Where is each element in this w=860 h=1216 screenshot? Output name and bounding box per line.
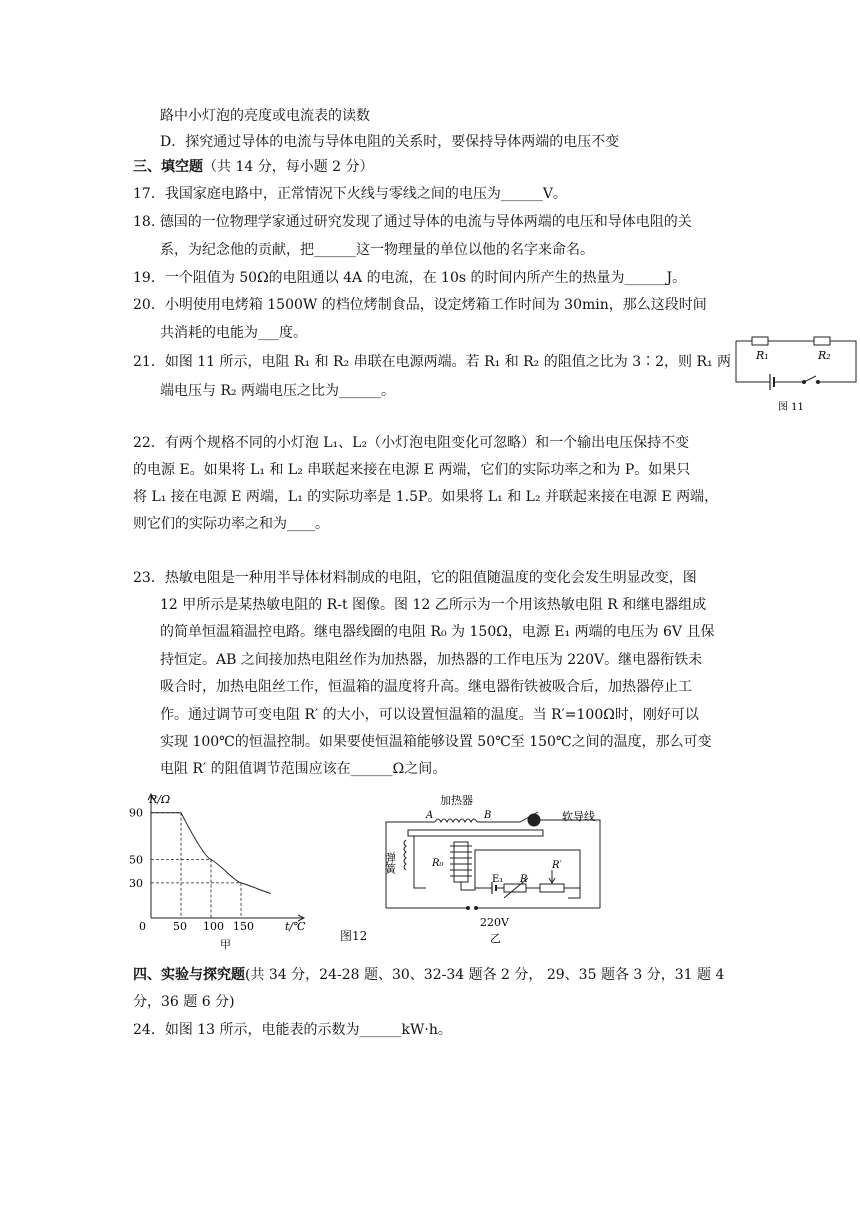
fig11-r2-label: R₂ (818, 349, 831, 362)
x-axis-label: t/℃ (285, 920, 306, 933)
question-22-line1: 22．有两个规格不同的小灯泡 L₁、L₂（小灯泡电阻变化可忽略）和一个输出电压保持不变 (133, 435, 690, 451)
question-18-line2: 系，为纪念他的贡献，把______这一物理量的单位以他的名字来命名。 (160, 242, 594, 258)
section-4-note-cont: 分，36 题 6 分) (133, 994, 235, 1010)
soft-wire-label: 软导线 (562, 810, 595, 823)
y-tick-label: 90 (129, 806, 143, 820)
e1-label: E₁ (492, 874, 504, 885)
y-tick-label: 50 (129, 853, 143, 867)
figure-12-circuit (380, 790, 610, 945)
option-d: D．探究通过导体的电流与导体电阻的关系时，要保持导体两端的电压不变 (160, 134, 620, 150)
contact-knob (528, 814, 540, 826)
question-18-line1: 18. 德国的一位物理学家通过研究发现了通过导体的电流与导体两端的电压和导体电阻的关 (133, 214, 692, 230)
terminal-b-label: B (484, 810, 492, 821)
text-line: 路中小灯泡的亮度或电流表的读数 (160, 108, 370, 124)
r0-label: R₀ (432, 858, 444, 869)
question-22-line2: 的电源 E。如果将 L₁ 和 L₂ 串联起来接在电源 E 两端，它们的实际功率之和为 P。如果只 (133, 462, 691, 478)
y-tick-label: 30 (129, 876, 143, 890)
section-3-note: （共 14 分，每小题 2 分） (203, 159, 374, 175)
question-23-line7: 实现 100℃的恒温控制。如果要使恒温箱能够设置 50℃至 150℃之间的温度，那么可变 (160, 734, 712, 750)
figure-12-rt-graph (125, 790, 325, 950)
x-tick-label: 50 (173, 920, 187, 933)
question-23-line3: 的简单恒温箱温控电路。继电器线圈的电阻 R₀ 为 150Ω，电源 E₁ 两端的电压为 6V 且保 (160, 624, 715, 640)
rprime-label: R′ (552, 860, 562, 871)
fig11-caption: 图 11 (778, 402, 804, 413)
question-23-line6: 作。通过调节可变电阻 R′ 的大小，可以设置恒温箱的温度。当 R′=100Ω时，刚好可以 (160, 707, 699, 723)
question-23-line1: 23．热敏电阻是一种用半导体材料制成的电阻，它的阻值随温度的变化会发生明显改变，图 (133, 570, 697, 586)
terminal-a-label: A (426, 810, 434, 821)
figure-12-caption: 图12 (340, 929, 368, 943)
heater-label: 加热器 (440, 794, 473, 807)
question-23-line2: 12 甲所示是某热敏电阻的 R-t 图像。图 12 乙所示为一个用该热敏电阻 R 和继电器组成 (160, 597, 707, 613)
resistor-r2 (814, 337, 830, 345)
fig11-r1-label: R₁ (756, 349, 769, 362)
section-4-title: 四、实验与探究题 (133, 967, 245, 983)
circuit-sub-caption: 乙 (490, 932, 501, 945)
section-3-heading (133, 157, 374, 177)
question-19: 19．一个阻值为 50Ω的电阻通以 4A 的电流，在 10s 的时间内所产生的热量为______J。 (133, 270, 687, 286)
voltage-label: 220V (480, 916, 509, 929)
x-tick-label: 150 (233, 920, 254, 933)
question-23-line4: 持恒定。AB 之间接加热电阻丝作为加热器，加热器的工作电压为 220V。继电器衔铁未 (160, 652, 703, 668)
armature (408, 830, 543, 836)
question-23-line8: 电阻 R′ 的阻值调节范围应该在______Ω之间。 (160, 761, 447, 777)
question-22-line4: 则它们的实际功率之和为____。 (133, 516, 329, 532)
section-4-note: (共 34 分，24-28 题、30、32-34 题各 2 分， 29、35 题各 3 分，31 题 4 (245, 967, 725, 983)
origin-label: 0 (139, 920, 146, 933)
question-21-line2: 端电压与 R₂ 两端电压之比为______。 (160, 383, 396, 399)
x-tick-label: 100 (203, 920, 224, 933)
question-22-line3: 将 L₁ 接在电源 E 两端，L₁ 的实际功率是 1.5P。如果将 L₁ 和 L₂ 并联起来接在电源 E 两端， (133, 489, 719, 505)
section-4-heading (133, 965, 724, 985)
question-23-line5: 吸合时，加热电阻丝工作，恒温箱的温度将升高。继电器衔铁被吸合后，加热器停止工 (160, 679, 692, 695)
question-20-line2: 共消耗的电能为___度。 (160, 325, 307, 341)
question-21-line1: 21．如图 11 所示，电阻 R₁ 和 R₂ 串联在电源两端。若 R₁ 和 R₂ 的阻值之比为 3∶2，则 R₁ 两 (133, 354, 732, 370)
question-24: 24．如图 13 所示，电能表的示数为______kW·h。 (133, 1022, 452, 1038)
y-axis-label: R/Ω (149, 793, 171, 806)
graph-sub-caption: 甲 (220, 938, 231, 950)
section-3-title: 三、填空题 (133, 159, 203, 175)
spring-label: 弹簧 (383, 852, 397, 874)
r-label: R (520, 874, 528, 885)
question-17: 17．我国家庭电路中，正常情况下火线与零线之间的电压为______V。 (133, 186, 567, 202)
figure-11-circuit (734, 330, 860, 414)
question-20-line1: 20．小明使用电烤箱 1500W 的档位烤制食品，设定烤箱工作时间为 30min，那么这段时间 (133, 297, 707, 313)
resistor-r1 (752, 337, 768, 345)
